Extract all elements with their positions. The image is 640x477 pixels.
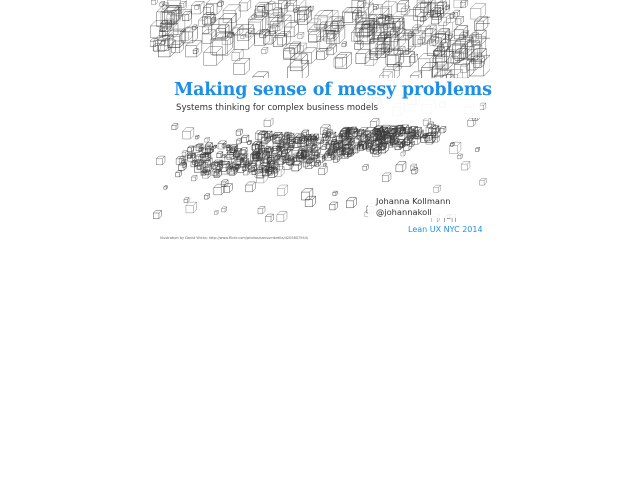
wire-cube — [333, 191, 337, 195]
wire-cube — [218, 1, 223, 6]
wire-cube — [182, 151, 187, 156]
wire-cube — [319, 166, 327, 174]
wire-cube — [479, 103, 486, 110]
wire-cube — [475, 147, 479, 151]
wire-cube — [363, 165, 369, 171]
wire-cube — [401, 151, 406, 156]
wire-cube — [297, 43, 306, 52]
wire-cube — [172, 124, 178, 130]
wire-cube — [183, 128, 194, 139]
wire-cube — [214, 211, 218, 215]
slide-subtitle: Systems thinking for complex business models — [176, 103, 379, 113]
wire-cube — [262, 47, 268, 53]
wire-cube — [454, 0, 465, 8]
wire-cube — [211, 33, 233, 55]
wire-cube — [246, 182, 256, 192]
wire-cube — [461, 161, 470, 170]
wire-cube — [298, 32, 304, 38]
wire-cube — [184, 198, 189, 203]
wire-cube — [176, 171, 182, 177]
wire-cube — [277, 212, 287, 222]
wire-cube — [258, 207, 265, 214]
wire-cube — [195, 135, 199, 139]
wire-cube — [301, 189, 312, 200]
illustration-credit: Illustration by David Wicks: http://www.flickr.com/photos/sansumbrella/4205807944/ — [160, 236, 309, 240]
wire-cube — [156, 156, 165, 165]
wire-cube — [188, 146, 194, 152]
wire-cube — [323, 163, 326, 166]
wire-cube — [468, 118, 476, 126]
wire-cube — [382, 173, 391, 182]
wire-cube — [346, 198, 356, 208]
wire-cube — [193, 49, 198, 54]
wire-cube — [252, 144, 258, 150]
wire-cube — [236, 129, 242, 135]
wire-cube — [371, 119, 379, 127]
wire-cube — [290, 54, 307, 71]
wire-cube — [358, 0, 366, 7]
wire-cube — [373, 5, 378, 10]
wire-cube — [234, 29, 255, 50]
wire-cube — [458, 154, 463, 159]
wire-cube — [450, 13, 455, 18]
wire-cube — [204, 47, 223, 66]
wire-cube — [182, 12, 191, 21]
wire-cube — [342, 42, 347, 47]
wire-cube — [232, 49, 243, 60]
wire-cube — [153, 210, 161, 218]
author-handle: @johannakoll — [376, 207, 432, 217]
wire-cube — [448, 34, 452, 38]
wire-cube — [186, 202, 197, 213]
wire-cube — [186, 41, 202, 57]
wire-cube — [217, 152, 223, 158]
wire-cube — [356, 49, 370, 63]
wire-cube — [214, 145, 217, 148]
wire-cube — [262, 135, 270, 143]
wire-cube — [234, 58, 250, 74]
wire-cube — [423, 118, 430, 125]
wire-cube — [385, 29, 405, 49]
wire-cube — [440, 127, 446, 133]
wire-cube — [434, 185, 441, 192]
wire-cube — [222, 207, 227, 212]
wire-cube — [450, 142, 461, 153]
wire-cube — [330, 202, 338, 210]
wire-cube — [405, 49, 410, 54]
wire-cube — [460, 0, 467, 7]
wire-cube — [277, 185, 288, 196]
wire-cube — [191, 1, 204, 14]
wire-cube — [413, 2, 431, 20]
wire-cube — [470, 4, 485, 19]
wire-cube — [431, 14, 441, 24]
wire-cube — [334, 54, 347, 67]
wire-cube — [396, 162, 406, 172]
wire-cube — [480, 178, 487, 185]
wire-cube — [258, 4, 265, 11]
wire-cube — [236, 139, 241, 144]
wire-cube — [205, 137, 210, 142]
wire-cube — [153, 43, 161, 51]
wire-cube — [352, 10, 361, 19]
wire-cube — [199, 17, 208, 26]
wire-cube — [255, 2, 268, 15]
wire-cube — [409, 54, 417, 62]
wire-cube — [206, 0, 222, 14]
wire-cube — [355, 41, 364, 50]
wire-cube — [214, 184, 225, 195]
event-name: Lean UX NYC 2014 — [408, 225, 483, 234]
wire-cube — [151, 0, 157, 4]
wire-cube — [305, 196, 316, 207]
wire-cube — [469, 55, 490, 76]
wire-cube — [416, 4, 429, 17]
wire-cube — [445, 5, 449, 9]
wire-cube — [179, 1, 185, 7]
wire-cube — [454, 58, 474, 78]
slide-title: Making sense of messy problems — [174, 80, 492, 100]
wire-cube — [191, 175, 197, 181]
wire-cube — [182, 27, 198, 43]
wire-cube — [168, 31, 185, 48]
wire-cube — [164, 186, 167, 189]
wire-cube — [241, 135, 249, 143]
wire-cube — [265, 214, 273, 222]
wire-cube — [203, 5, 213, 15]
wire-cube — [455, 16, 463, 24]
wire-cube — [204, 194, 209, 199]
wire-cube — [410, 164, 416, 170]
author-name: Johanna Kollmann — [376, 196, 451, 206]
wire-cube — [264, 118, 273, 127]
wire-cube — [398, 35, 413, 50]
